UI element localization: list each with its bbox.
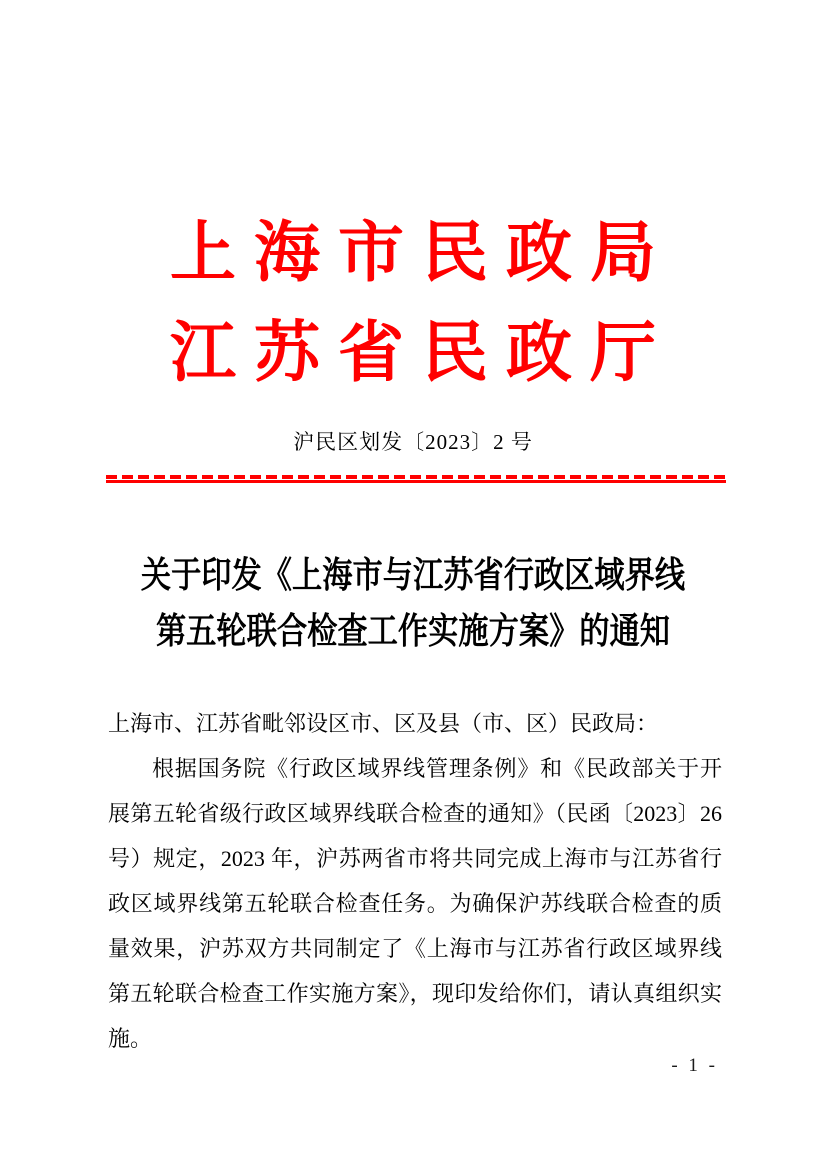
paragraph-line: 政区域界线第五轮联合检查任务。为确保沪苏线联合检查的质 [108,891,722,916]
red-divider-line [106,475,726,483]
paragraph-line: 第五轮联合检查工作实施方案》，现印发给你们，请认真组织实 [108,981,722,1006]
letterhead [0,204,826,404]
body-text [108,701,722,1061]
doc-reference-number: 沪民区划发〔2023〕2 号 [293,430,533,454]
org-name-line-1: 上海市民政局 [170,217,674,290]
paragraph-line: 根据国务院《行政区域界线管理条例》和《民政部关于开 [152,756,722,781]
org-name-line-2: 江苏省民政厅 [170,317,674,390]
document-title [0,548,826,660]
paragraph-line: 展第五轮省级行政区域界线联合检查的通知》（民函〔2023〕26 [108,801,722,826]
paragraph-line: 施。 [108,1026,153,1051]
document-title-line-2: 第五轮联合检查工作实施方案》的通知 [155,611,671,652]
page-number: - 1 - [671,1055,718,1076]
salutation-line: 上海市、江苏省毗邻设区市、区及县（市、区）民政局： [108,711,659,736]
paragraph-line: 量效果，沪苏双方共同制定了《上海市与江苏省行政区域界线 [108,936,722,961]
document-title-line-1: 关于印发《上海市与江苏省行政区域界线 [140,555,686,596]
paragraph-line: 号）规定，2023 年，沪苏两省市将共同完成上海市与江苏省行 [108,846,722,871]
